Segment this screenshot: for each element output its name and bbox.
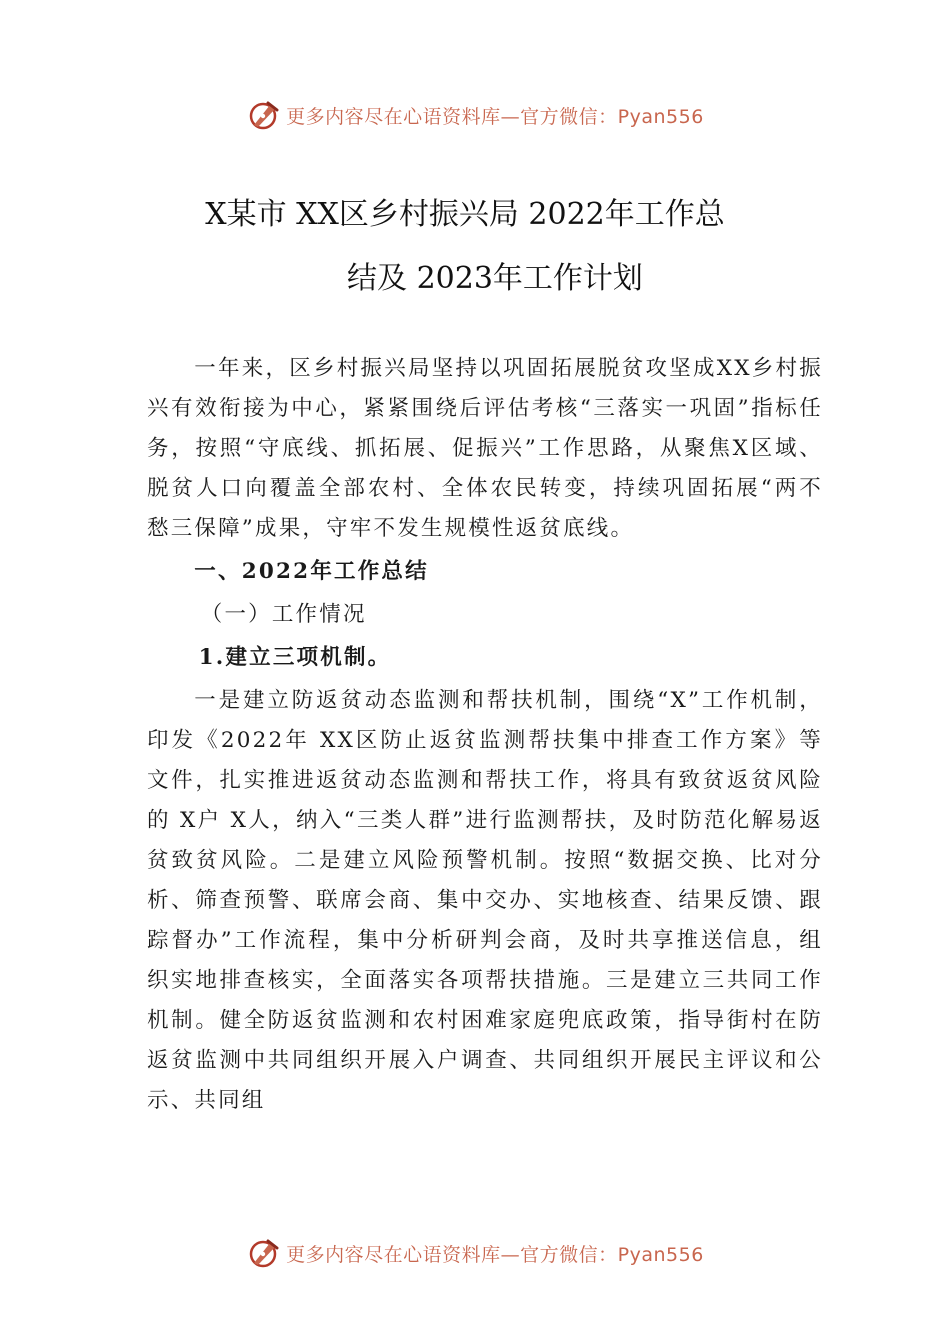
section-heading: 一、2022年工作总结 <box>194 559 429 584</box>
document-title-line-2: 结及 2023年工作计划 <box>347 261 643 296</box>
wechat-id: Pyan556 <box>617 105 704 128</box>
header-watermark-banner <box>0 95 950 135</box>
body-paragraph: 一是建立防返贫动态监测和帮扶机制，围绕“X”工作机制，印发《2022年 XX区防止返贫监测帮扶集中排查工作方案》等文件，扎实推进返贫动态监测和帮扶工作，将具有致贫返贫风险的 X户 X人，纳入“三类人群”进行监测帮扶，及时防范化解易返贫致贫风险。二是建立风险预警机制。按照“数据交换、比对分析、筛查预警、联席会商、集中交办、实地核查、结果反馈、跟踪督办”工作流程，集中分析研判会商，及时共享推送信息，组织实地排查核实，全面落实各项帮扶措施。三是建立三共同工作机制。健全防返贫监测和农村困难家庭兜底政策，指导街村在防返贫监测中共同组织开展入户调查、共同组织开展民主评议和公示、共同组 <box>147 688 823 1113</box>
watermark-text: 更多内容尽在心语资料库—官方微信：Pyan556 <box>286 105 704 128</box>
pen-nib-circle-icon <box>246 97 282 133</box>
subsection-heading: （一）工作情况 <box>200 602 367 627</box>
wechat-id: Pyan556 <box>617 1243 704 1266</box>
document-body <box>147 349 823 1121</box>
item-heading: 1.建立三项机制。 <box>198 645 392 670</box>
intro-paragraph: 一年来，区乡村振兴局坚持以巩固拓展脱贫攻坚成XX乡村振兴有效衔接为中心，紧紧围绕后评估考核“三落实一巩固”指标任务，按照“守底线、抓拓展、促振兴”工作思路，从聚焦X区域、脱贫人口向覆盖全部农村、全体农民转变，持续巩固拓展“两不愁三保障”成果，守牢不发生规模性返贫底线。 <box>147 356 823 541</box>
footer-watermark-banner <box>0 1233 950 1273</box>
watermark-text: 更多内容尽在心语资料库—官方微信：Pyan556 <box>286 1243 704 1266</box>
pen-nib-circle-icon <box>246 1235 282 1271</box>
document-title-line-1: X某市 XX区乡村振兴局 2022年工作总 <box>205 197 725 232</box>
